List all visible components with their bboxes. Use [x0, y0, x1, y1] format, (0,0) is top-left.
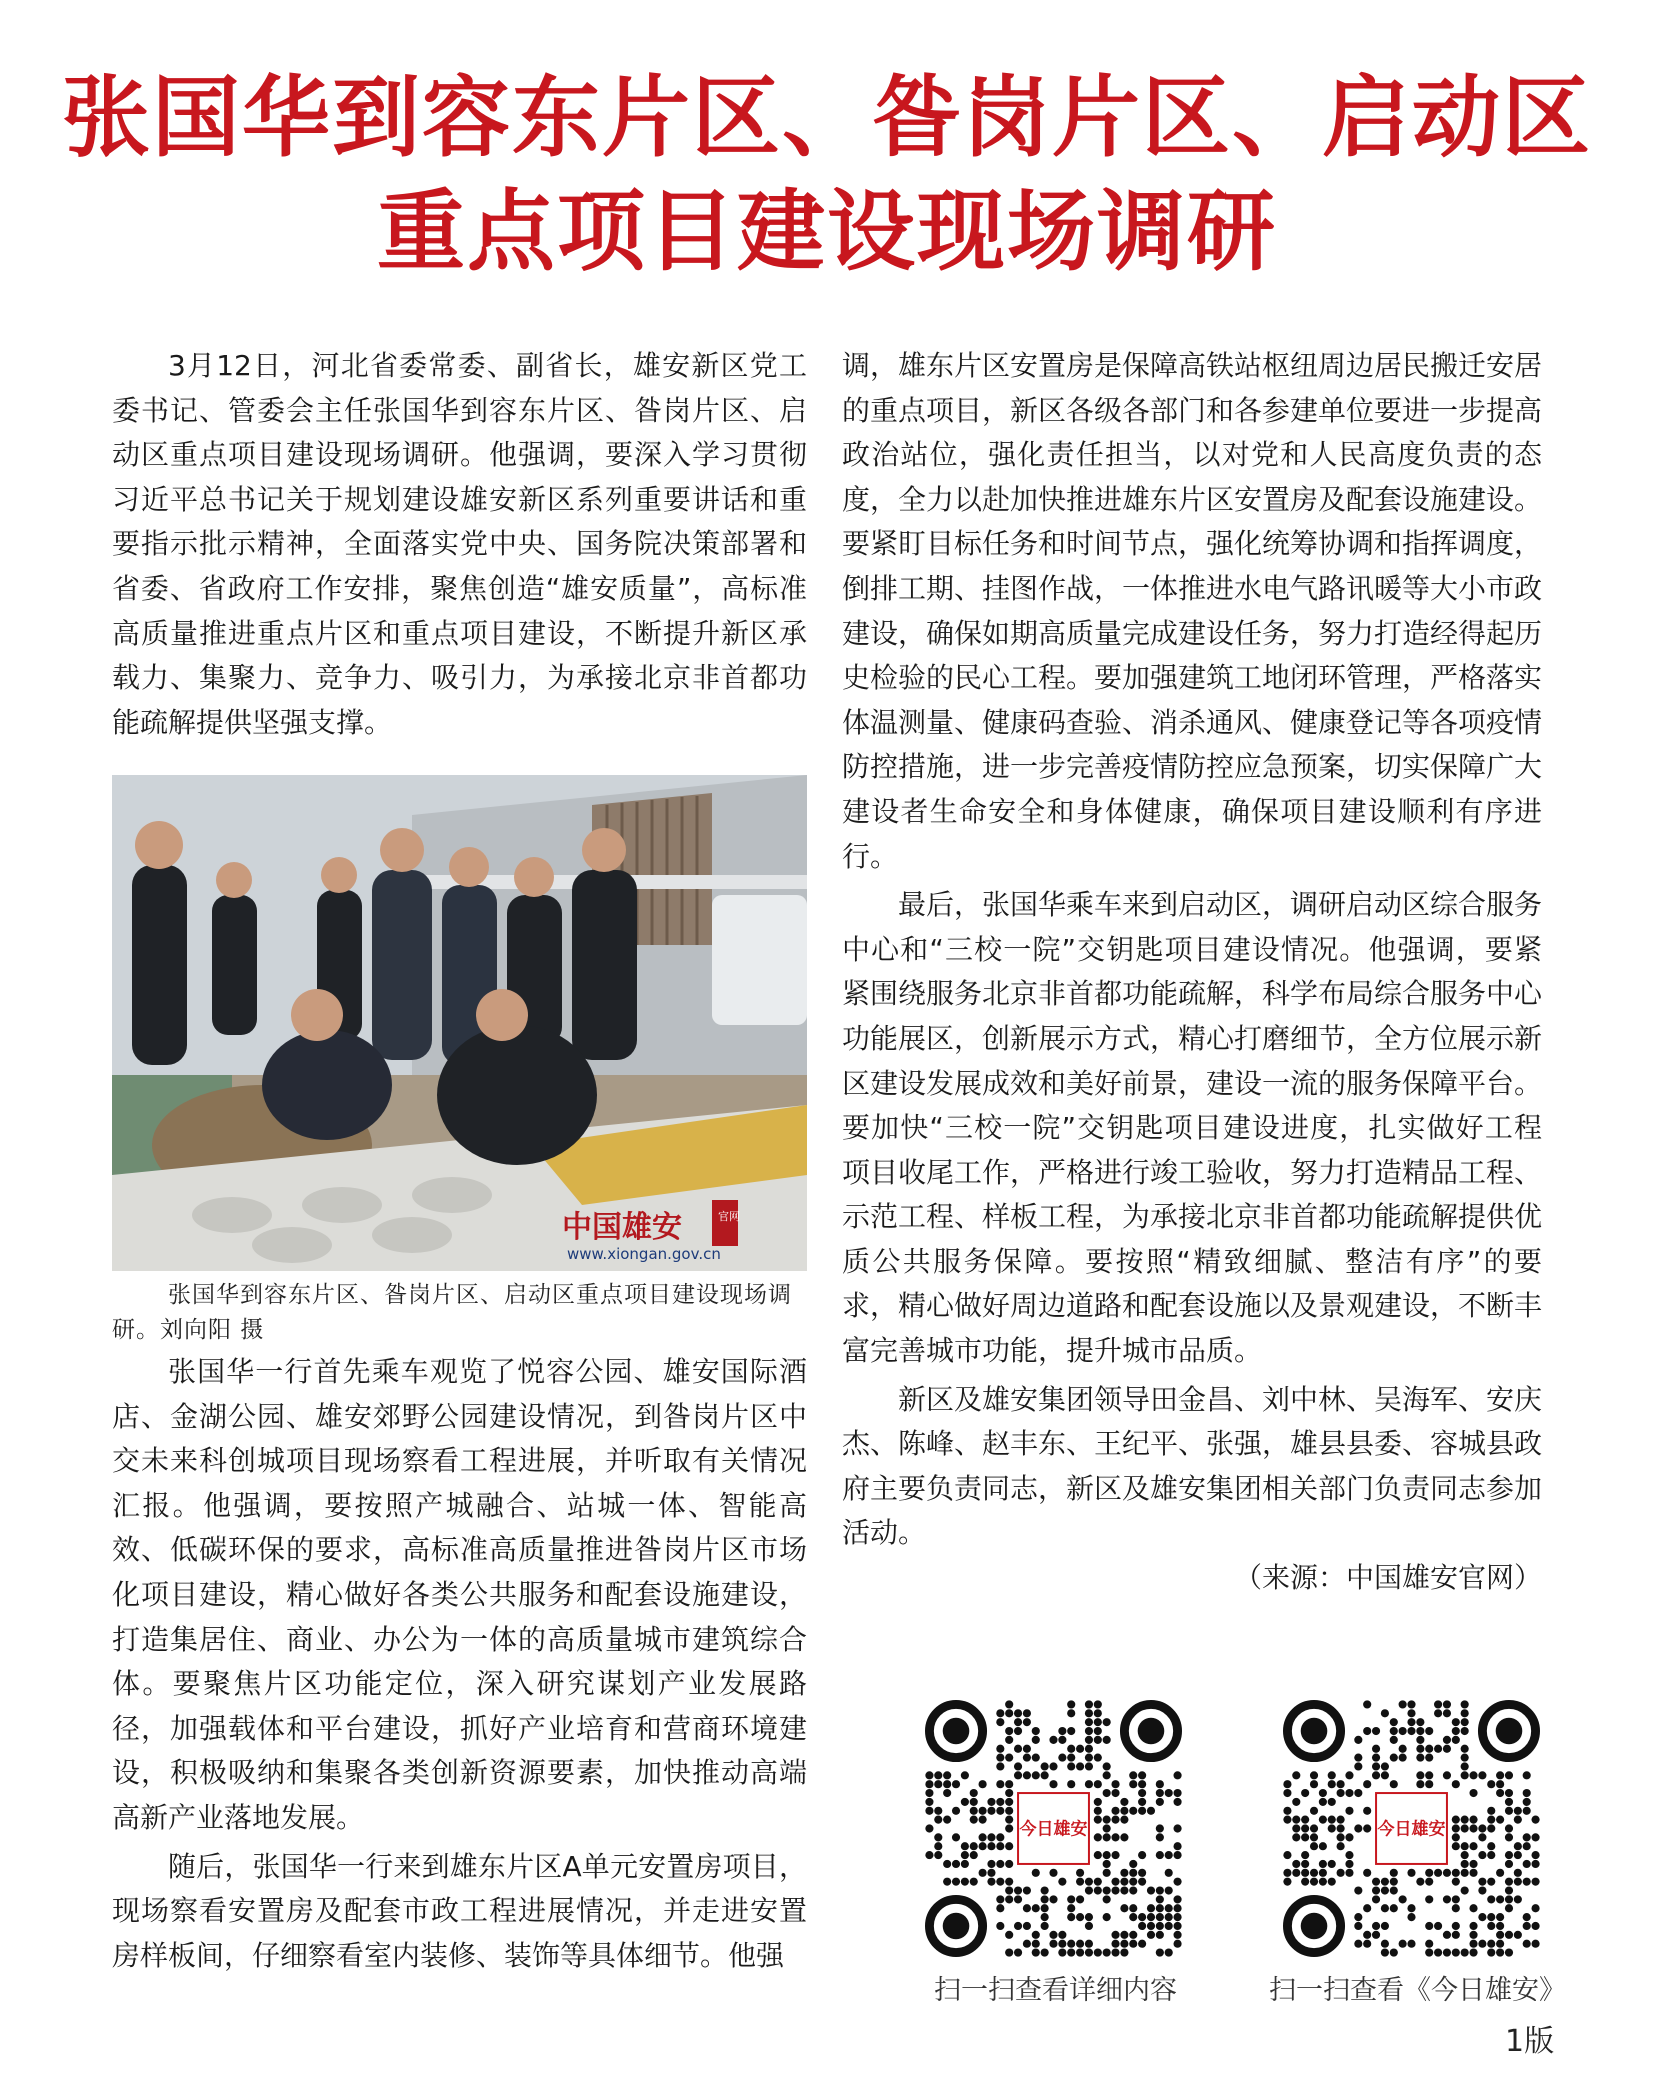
article-column-right	[842, 344, 1542, 1601]
qr-pattern	[925, 1700, 1182, 1957]
qr-logo-text: 今日雄安	[1377, 1819, 1446, 1840]
headline-line-1: 张国华到容东片区、昝岗片区、启动区	[61, 65, 1592, 169]
qr-finder-dot	[1301, 1913, 1328, 1940]
qr-finder-dot	[943, 1913, 970, 1940]
photo-watermark-seal: 官网	[718, 1210, 740, 1223]
article-source: （来源：中国雄安官网）	[1233, 1561, 1542, 1595]
photo-watermark-seal-box	[712, 1200, 738, 1246]
article-column-left-bottom	[112, 1350, 807, 1978]
qr-code-details-label: 扫一扫查看详细内容	[934, 1975, 1177, 2006]
photo-watermark-url: www.xiongan.gov.cn	[567, 1245, 721, 1263]
qr-finder-dot	[1496, 1718, 1523, 1745]
qr-finder-dot	[1138, 1718, 1165, 1745]
article-paragraph-3-continued: 调，雄东片区安置房是保障高铁站枢纽周边居民搬迁安居的重点项目，新区各级各部门和各参建单位要进一步提高政治站位，强化责任担当，以对党和人民高度负责的态度，全力以赴加快推进雄东片区安置房及配套设施建设。要紧盯目标任务和时间节点，强化统筹协调和指挥调度，倒排工期、挂图作战，一体推进水电气路讯暖等大小市政建设，确保如期高质量完成建设任务，努力打造经得起历史检验的民心工程。要加强建筑工地闭环管理，严格落实体温测量、健康码查验、消杀通风、健康登记等各项疫情防控措施，进一步完善疫情防控应急预案，切实保障广大建设者生命安全和身体健康，确保项目建设顺利有序进行。	[842, 349, 1543, 873]
article-paragraph-3: 随后，张国华一行来到雄东片区A单元安置房项目，现场察看安置房及配套市政工程进展情况，并走进安置房样板间，仔细察看室内装修、装饰等具体细节。他强	[112, 1849, 807, 1972]
photo-watermark-title: 中国雄安	[562, 1210, 682, 1245]
photo-caption: 张国华到容东片区、昝岗片区、启动区重点项目建设现场调研。刘向阳 摄	[112, 1282, 792, 1343]
news-photo	[112, 775, 807, 1271]
article-paragraph-2: 张国华一行首先乘车观览了悦容公园、雄安国际酒店、金湖公园、雄安郊野公园建设情况，到昝岗片区中交未来科创城项目现场察看工程进展，并听取有关情况汇报。他强调，要按照产城融合、站城一体、智能高效、低碳环保的要求，高标准高质量推进昝岗片区市场化项目建设，精心做好各类公共服务和配套设施建设，打造集居住、商业、办公为一体的高质量城市建筑综合体。要聚焦片区功能定位，深入研究谋划产业发展路径，加强载体和平台建设，抓好产业培育和营商环境建设，积极吸纳和集聚各类创新资源要素，加快推动高端高新产业落地发展。	[112, 1355, 807, 1834]
qr-finder-dot	[1301, 1718, 1328, 1745]
qr-pattern	[1283, 1700, 1540, 1957]
qr-code-details[interactable]	[925, 1700, 1182, 1957]
article-paragraph-4: 最后，张国华乘车来到启动区，调研启动区综合服务中心和“三校一院”交钥匙项目建设情况。他强调，要紧紧围绕服务北京非首都功能疏解，科学布局综合服务中心功能展区，创新展示方式，精心打磨细节，全方位展示新区建设发展成效和美好前景，建设一流的服务保障平台。要加快“三校一院”交钥匙项目建设进度，扎实做好工程项目收尾工作，严格进行竣工验收，努力打造精品工程、示范工程、样板工程，为承接北京非首都功能疏解提供优质公共服务保障。要按照“精致细腻、整洁有序”的要求，精心做好周边道路和配套设施以及景观建设，不断丰富完善城市功能，提升城市品质。	[842, 888, 1543, 1368]
page-number: 1版	[1505, 2024, 1555, 2059]
qr-logo-text: 今日雄安	[1019, 1819, 1088, 1840]
article-column-left-top	[112, 344, 807, 745]
qr-code-newspaper-label: 扫一扫查看《今日雄安》	[1269, 1975, 1566, 2006]
headline-line-2: 重点项目建设现场调研	[376, 179, 1277, 283]
qr-finder-dot	[943, 1718, 970, 1745]
article-paragraph-1: 3月12日，河北省委常委、副省长，雄安新区党工委书记、管委会主任张国华到容东片区、昝岗片区、启动区重点项目建设现场调研。他强调，要深入学习贯彻习近平总书记关于规划建设雄安新区系列重要讲话和重要指示批示精神，全面落实党中央、国务院决策部署和省委、省政府工作安排，聚焦创造“雄安质量”，高标准高质量推进重点片区和重点项目建设，不断提升新区承载力、集聚力、竞争力、吸引力，为承接北京非首都功能疏解提供坚强支撑。	[112, 349, 807, 739]
qr-code-newspaper[interactable]	[1283, 1700, 1540, 1957]
article-paragraph-5: 新区及雄安集团领导田金昌、刘中林、吴海军、安庆杰、陈峰、赵丰东、王纪平、张强，雄县县委、容城县政府主要负责同志，新区及雄安集团相关部门负责同志参加活动。	[842, 1382, 1543, 1550]
